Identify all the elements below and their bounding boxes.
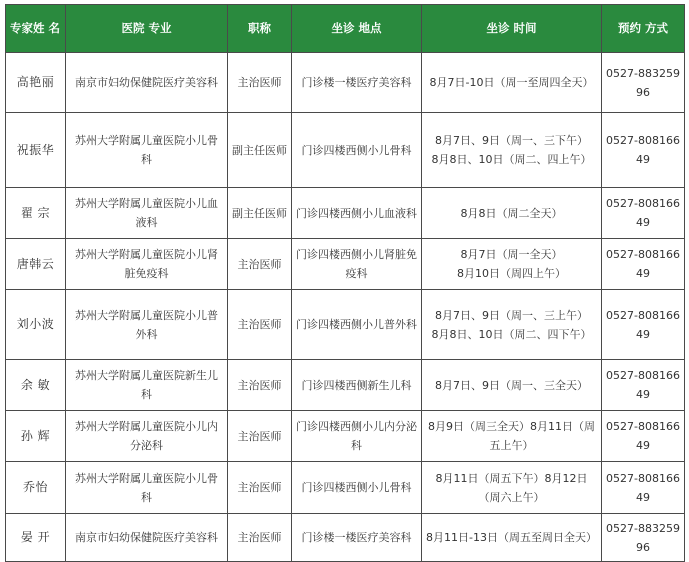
header-location: 坐诊 地点 — [292, 5, 422, 53]
clinic-time — [422, 290, 602, 360]
hospital-specialty: 苏州大学附属儿童医院小儿内分泌科 — [66, 411, 228, 462]
table-row — [6, 462, 685, 514]
hospital-specialty: 南京市妇幼保健院医疗美容科 — [66, 53, 228, 113]
header-row — [6, 5, 685, 53]
clinic-time-line: 8月9日（周三全天）8月11日（周五上午） — [428, 420, 595, 452]
expert-name: 高艳丽 — [6, 53, 66, 113]
clinic-location: 门诊四楼西侧小儿内分泌科 — [292, 411, 422, 462]
doctor-title: 副主任医师 — [228, 113, 292, 188]
doctor-title: 主治医师 — [228, 514, 292, 562]
header-time: 坐诊 时间 — [422, 5, 602, 53]
table-body — [6, 53, 685, 562]
table-row — [6, 53, 685, 113]
hospital-specialty: 苏州大学附属儿童医院小儿普外科 — [66, 290, 228, 360]
table-row — [6, 239, 685, 290]
table-row — [6, 188, 685, 239]
table-row — [6, 411, 685, 462]
clinic-time — [422, 239, 602, 290]
clinic-location: 门诊楼一楼医疗美容科 — [292, 514, 422, 562]
hospital-specialty: 苏州大学附属儿童医院新生儿科 — [66, 360, 228, 411]
clinic-time — [422, 113, 602, 188]
clinic-time-line: 8月8日、10日（周二、四下午） — [431, 327, 592, 341]
clinic-location: 门诊四楼西侧小儿血液科 — [292, 188, 422, 239]
expert-name: 祝振华 — [6, 113, 66, 188]
hospital-specialty: 南京市妇幼保健院医疗美容科 — [66, 514, 228, 562]
doctor-title: 主治医师 — [228, 360, 292, 411]
appointment-phone: 0527-80816649 — [602, 290, 685, 360]
clinic-time-line: 8月7日-10日（周一至周四全天） — [429, 76, 594, 89]
table-row — [6, 113, 685, 188]
clinic-time-line: 8月7日、9日（周一、三上午） — [435, 308, 588, 322]
clinic-time — [422, 411, 602, 462]
expert-name: 晏 开 — [6, 514, 66, 562]
expert-schedule-table — [5, 4, 685, 562]
clinic-time-line: 8月10日（周四上午） — [457, 267, 566, 280]
clinic-location: 门诊楼一楼医疗美容科 — [292, 53, 422, 113]
clinic-location: 门诊四楼西侧小儿骨科 — [292, 113, 422, 188]
clinic-time-line: 8月7日、9日（周一、三下午） — [435, 134, 588, 147]
hospital-specialty: 苏州大学附属儿童医院小儿肾脏免疫科 — [66, 239, 228, 290]
appointment-phone: 0527-80816649 — [602, 360, 685, 411]
hospital-specialty: 苏州大学附属儿童医院小儿血液科 — [66, 188, 228, 239]
clinic-time-line: 8月11日（周五下午）8月12日（周六上午） — [435, 471, 588, 504]
doctor-title: 主治医师 — [228, 290, 292, 360]
appointment-phone: 0527-80816649 — [602, 411, 685, 462]
header-hospital-specialty: 医院 专业 — [66, 5, 228, 53]
expert-name: 翟 宗 — [6, 188, 66, 239]
doctor-title: 主治医师 — [228, 53, 292, 113]
clinic-time — [422, 514, 602, 562]
expert-name: 乔怡 — [6, 462, 66, 514]
appointment-phone: 0527-80816649 — [602, 462, 685, 514]
doctor-title: 副主任医师 — [228, 188, 292, 239]
clinic-time — [422, 360, 602, 411]
appointment-phone: 0527-80816649 — [602, 188, 685, 239]
doctor-title: 主治医师 — [228, 411, 292, 462]
clinic-time — [422, 462, 602, 514]
appointment-phone: 0527-80816649 — [602, 239, 685, 290]
doctor-title: 主治医师 — [228, 239, 292, 290]
clinic-location: 门诊四楼西侧新生儿科 — [292, 360, 422, 411]
expert-name: 唐韩云 — [6, 239, 66, 290]
hospital-specialty: 苏州大学附属儿童医院小儿骨科 — [66, 462, 228, 514]
appointment-phone: 0527-88325996 — [602, 514, 685, 562]
expert-name: 余 敏 — [6, 360, 66, 411]
appointment-phone: 0527-88325996 — [602, 53, 685, 113]
clinic-time — [422, 188, 602, 239]
table-row — [6, 360, 685, 411]
expert-name: 刘小波 — [6, 290, 66, 360]
clinic-location: 门诊四楼西侧小儿普外科 — [292, 290, 422, 360]
clinic-location: 门诊四楼西侧小儿肾脏免疫科 — [292, 239, 422, 290]
header-appointment: 预约 方式 — [602, 5, 685, 53]
header-title: 职称 — [228, 5, 292, 53]
table-row — [6, 514, 685, 562]
schedule-table-container — [5, 4, 685, 562]
clinic-time-line: 8月7日（周一全天） — [460, 248, 563, 261]
clinic-time — [422, 53, 602, 113]
clinic-time-line: 8月8日、10日（周二、四上午） — [431, 153, 592, 166]
expert-name: 孙 辉 — [6, 411, 66, 462]
doctor-title: 主治医师 — [228, 462, 292, 514]
clinic-time-line: 8月7日、9日（周一、三全天） — [435, 378, 588, 392]
appointment-phone: 0527-80816649 — [602, 113, 685, 188]
hospital-specialty: 苏州大学附属儿童医院小儿骨科 — [66, 113, 228, 188]
table-row — [6, 290, 685, 360]
header-expert-name: 专家姓 名 — [6, 5, 66, 53]
clinic-time-line: 8月8日（周二全天） — [460, 206, 563, 220]
clinic-time-line: 8月11日-13日（周五至周日全天） — [426, 531, 597, 544]
clinic-location: 门诊四楼西侧小儿骨科 — [292, 462, 422, 514]
